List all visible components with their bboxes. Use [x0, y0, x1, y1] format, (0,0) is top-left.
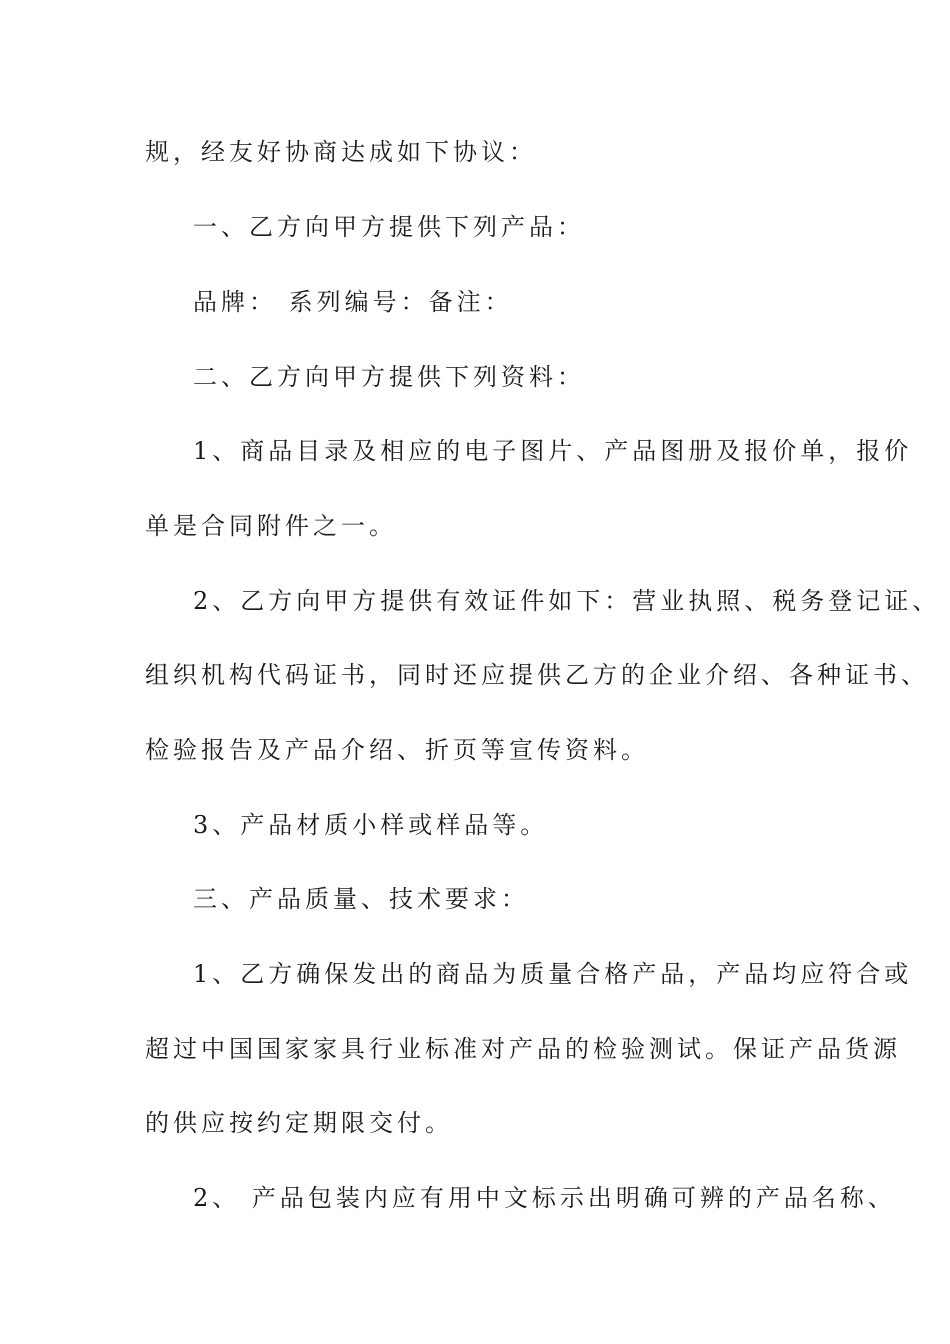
text-line: 组织机构代码证书，同时还应提供乙方的企业介绍、各种证书、 — [145, 661, 929, 689]
section-heading: 三、产品质量、技术要求： — [193, 885, 529, 913]
text-line: 单是合同附件之一。 — [145, 512, 397, 540]
text-line: 2、 产品包装内应有用中文标示出明确可辨的产品名称、 — [193, 1184, 896, 1212]
text-line: 超过中国国家家具行业标准对产品的检验测试。保证产品货源 — [145, 1035, 901, 1063]
text-line: 3、产品材质小样或样品等。 — [193, 811, 549, 839]
text-line: 1、乙方确保发出的商品为质量合格产品，产品均应符合或 — [193, 960, 913, 988]
text-line: 检验报告及产品介绍、折页等宣传资料。 — [145, 736, 649, 764]
section-heading: 一、乙方向甲方提供下列产品： — [193, 213, 585, 241]
text-line: 2、乙方向甲方提供有效证件如下：营业执照、税务登记证、 — [193, 587, 941, 615]
text-line: 的供应按约定期限交付。 — [145, 1109, 453, 1137]
text-line: 1、商品目录及相应的电子图片、产品图册及报价单，报价 — [193, 437, 913, 465]
text-line: 品牌： 系列编号：备注： — [193, 288, 513, 316]
text-line: 规，经友好协商达成如下协议： — [145, 138, 537, 166]
section-heading: 二、乙方向甲方提供下列资料： — [193, 363, 585, 391]
